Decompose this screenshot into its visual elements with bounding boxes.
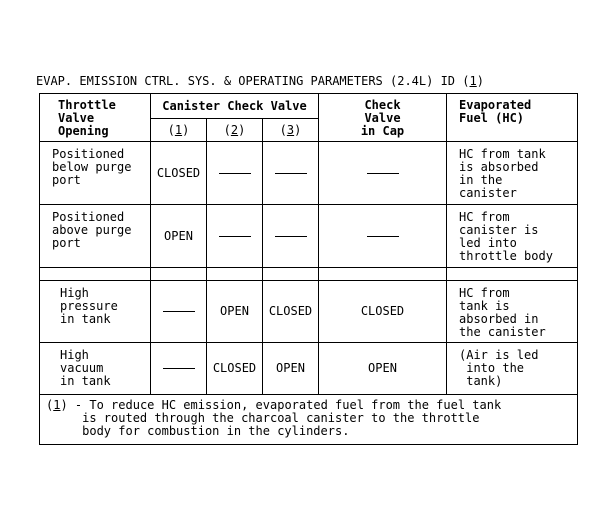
cell-line: canister is bbox=[459, 223, 539, 237]
valve-2-cell bbox=[207, 205, 263, 268]
header-evaporated-fuel bbox=[447, 94, 578, 142]
dash-mark bbox=[219, 236, 251, 237]
footnote-link[interactable]: 3 bbox=[286, 122, 295, 137]
header-canister: Canister Check Valve bbox=[151, 94, 319, 119]
document-title: EVAP. EMISSION CTRL. SYS. & OPERATING PARAMETERS (2.4L) ID (1) bbox=[36, 74, 484, 88]
header-throttle-line: Opening bbox=[58, 124, 109, 138]
title-text: EVAP. EMISSION CTRL. SYS. & OPERATING PARAMETERS (2.4L) ID bbox=[36, 74, 463, 88]
cell-line: is absorbed bbox=[459, 160, 539, 174]
cell-line: led into bbox=[459, 236, 517, 250]
footnote-link[interactable]: 1 bbox=[174, 122, 183, 137]
dash-mark bbox=[219, 173, 251, 174]
cell-line: HC from tank bbox=[459, 147, 546, 161]
fuel-cell bbox=[447, 205, 578, 268]
header-cap-line: Check bbox=[364, 98, 401, 112]
cell-line: in the bbox=[459, 173, 503, 187]
cell-line: (Air is led bbox=[459, 348, 539, 362]
subheader-valve-3: (3) bbox=[263, 119, 319, 142]
valve-1-cell: OPEN bbox=[151, 205, 207, 268]
footnote-text: - To reduce HC emission, evaporated fuel from the fuel tank bbox=[67, 398, 502, 412]
valve-1-cell: CLOSED bbox=[151, 142, 207, 205]
throttle-cell bbox=[40, 281, 151, 343]
cell-line: into the bbox=[459, 361, 525, 375]
title-close: ) bbox=[476, 74, 484, 88]
header-cap-line: Valve bbox=[364, 111, 401, 125]
cell-line: Positioned bbox=[52, 210, 125, 224]
cap-valve-cell bbox=[319, 205, 447, 268]
header-throttle-line: Throttle bbox=[58, 98, 116, 112]
header-fuel-line: Evaporated bbox=[459, 98, 532, 112]
subheader-valve-1: (1) bbox=[151, 119, 207, 142]
note-row bbox=[40, 395, 578, 445]
dash-mark bbox=[367, 173, 399, 174]
cell-line: canister bbox=[459, 186, 517, 200]
spacer-cell bbox=[319, 268, 447, 281]
dash-mark bbox=[163, 311, 195, 312]
header-row bbox=[40, 94, 578, 119]
cell-line: Positioned bbox=[52, 147, 125, 161]
valve-3-cell: CLOSED bbox=[263, 281, 319, 343]
table-row bbox=[40, 343, 578, 395]
valve-3-cell bbox=[263, 205, 319, 268]
fuel-cell bbox=[447, 343, 578, 395]
table-row bbox=[40, 142, 578, 205]
cap-valve-cell: OPEN bbox=[319, 343, 447, 395]
footnote-ref[interactable]: 1 bbox=[53, 398, 61, 412]
cell-line: HC from bbox=[459, 210, 510, 224]
valve-1-cell bbox=[151, 281, 207, 343]
fuel-cell bbox=[447, 281, 578, 343]
spacer-cell bbox=[207, 268, 263, 281]
cell-line: port bbox=[52, 236, 81, 250]
table-row bbox=[40, 281, 578, 343]
title-footnote-ref[interactable]: 1 bbox=[469, 74, 477, 88]
footnote-line: is routed through the charcoal canister to the throttle bbox=[46, 411, 480, 425]
cap-valve-cell bbox=[319, 142, 447, 205]
subheader-valve-2: (2) bbox=[207, 119, 263, 142]
header-throttle-line: Valve bbox=[58, 111, 95, 125]
header-cap-line: in Cap bbox=[360, 124, 405, 138]
footnote-line: (1) - To reduce HC emission, evaporated fuel from the fuel tank bbox=[46, 398, 502, 412]
table-row bbox=[40, 205, 578, 268]
cell-line: High bbox=[60, 348, 89, 362]
cap-valve-cell: CLOSED bbox=[319, 281, 447, 343]
cell-line: port bbox=[52, 173, 81, 187]
dash-mark bbox=[163, 368, 195, 369]
cell-line: HC from bbox=[459, 286, 510, 300]
spacer-cell bbox=[263, 268, 319, 281]
cell-line: absorbed in bbox=[459, 312, 539, 326]
spacer-cell bbox=[447, 268, 578, 281]
cell-line: pressure bbox=[60, 299, 118, 313]
valve-3-cell bbox=[263, 142, 319, 205]
footnote-link[interactable]: 2 bbox=[230, 122, 239, 137]
valve-2-cell: OPEN bbox=[207, 281, 263, 343]
footnote bbox=[40, 395, 578, 445]
throttle-cell bbox=[40, 142, 151, 205]
header-check-valve-cap bbox=[319, 94, 447, 142]
dash-mark bbox=[275, 173, 307, 174]
valve-2-cell: CLOSED bbox=[207, 343, 263, 395]
cell-line: throttle body bbox=[459, 249, 553, 263]
spacer-cell bbox=[40, 268, 151, 281]
cell-line: the canister bbox=[459, 325, 546, 339]
cell-line: below purge bbox=[52, 160, 132, 174]
spacer-row bbox=[40, 268, 578, 281]
valve-1-cell bbox=[151, 343, 207, 395]
cell-line: High bbox=[60, 286, 89, 300]
cell-line: tank) bbox=[459, 374, 503, 388]
cell-line: above purge bbox=[52, 223, 132, 237]
footnote-line: body for combustion in the cylinders. bbox=[46, 424, 350, 438]
cell-line: tank is bbox=[459, 299, 510, 313]
dash-mark bbox=[275, 236, 307, 237]
cell-line: vacuum bbox=[60, 361, 104, 375]
throttle-cell bbox=[40, 205, 151, 268]
cell-line: in tank bbox=[60, 312, 111, 326]
spacer-cell bbox=[151, 268, 207, 281]
valve-3-cell: OPEN bbox=[263, 343, 319, 395]
fuel-cell bbox=[447, 142, 578, 205]
header-throttle bbox=[40, 94, 151, 142]
cell-line: in tank bbox=[60, 374, 111, 388]
dash-mark bbox=[367, 236, 399, 237]
parameters-table bbox=[39, 93, 578, 445]
throttle-cell bbox=[40, 343, 151, 395]
header-fuel-line: Fuel (HC) bbox=[459, 111, 525, 125]
valve-2-cell bbox=[207, 142, 263, 205]
